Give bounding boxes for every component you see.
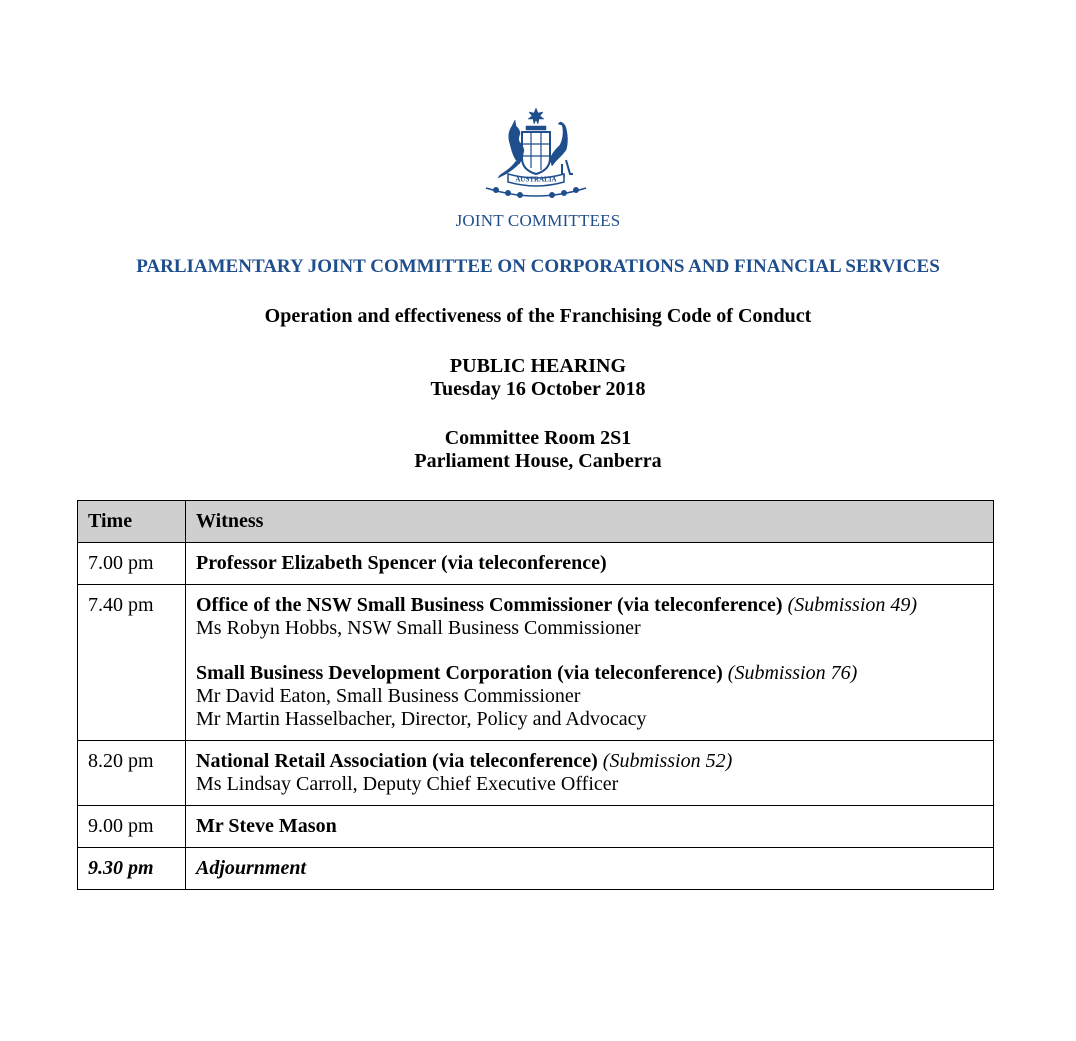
venue-info	[0, 427, 1076, 473]
row-time: 9.00 pm	[78, 806, 186, 848]
inquiry-title: Operation and effectiveness of the Franchising Code of Conduct	[264, 305, 812, 327]
row-witness	[186, 806, 994, 848]
table-row	[78, 741, 994, 806]
crest-label: AUSTRALIA	[515, 175, 557, 184]
row-witness	[186, 585, 994, 741]
table-header-row	[78, 501, 994, 543]
witness-block	[196, 750, 983, 796]
adjournment-row	[78, 848, 994, 890]
witness-block	[196, 594, 983, 640]
witness-name: National Retail Association (via teleconference)	[196, 750, 598, 772]
adjournment-label: Adjournment	[186, 848, 994, 890]
program-table	[77, 500, 994, 890]
witness-name: Professor Elizabeth Spencer (via teleconference)	[196, 552, 607, 574]
row-time: 7.00 pm	[78, 543, 186, 585]
witness-header: Witness	[186, 501, 994, 543]
venue-location: Parliament House, Canberra	[414, 450, 662, 472]
coat-of-arms-icon	[474, 104, 598, 200]
hearing-type: PUBLIC HEARING	[449, 355, 627, 377]
hearing-info	[0, 355, 1076, 401]
witness-person: Ms Lindsay Carroll, Deputy Chief Executive Officer	[196, 773, 619, 795]
program-body	[78, 543, 994, 890]
witness-block	[196, 552, 983, 575]
table-row	[78, 806, 994, 848]
row-time: 7.40 pm	[78, 585, 186, 741]
committee-title: PARLIAMENTARY JOINT COMMITTEE ON CORPORATIONS AND FINANCIAL SERVICES	[136, 256, 940, 277]
row-witness	[186, 741, 994, 806]
group-title: JOINT COMMITTEES	[455, 211, 621, 230]
table-row	[78, 585, 994, 741]
table-row	[78, 543, 994, 585]
venue-room: Committee Room 2S1	[444, 427, 632, 449]
witness-name: Mr Steve Mason	[196, 815, 337, 837]
hearing-date: Tuesday 16 October 2018	[430, 378, 646, 400]
submission-ref: (Submission 52)	[602, 750, 733, 772]
witness-person: Mr Martin Hasselbacher, Director, Policy and Advocacy	[196, 708, 647, 730]
witness-block	[196, 815, 983, 838]
witness-person: Ms Robyn Hobbs, NSW Small Business Commissioner	[196, 617, 641, 639]
witness-person: Mr David Eaton, Small Business Commissioner	[196, 685, 581, 707]
witness-block	[196, 662, 983, 731]
row-witness	[186, 543, 994, 585]
witness-name: Office of the NSW Small Business Commissioner (via teleconference)	[196, 594, 783, 616]
adjournment-time: 9.30 pm	[78, 848, 186, 890]
submission-ref: (Submission 76)	[727, 662, 858, 684]
row-time: 8.20 pm	[78, 741, 186, 806]
time-header: Time	[78, 501, 186, 543]
witness-name: Small Business Development Corporation (via teleconference)	[196, 662, 723, 684]
submission-ref: (Submission 49)	[787, 594, 918, 616]
